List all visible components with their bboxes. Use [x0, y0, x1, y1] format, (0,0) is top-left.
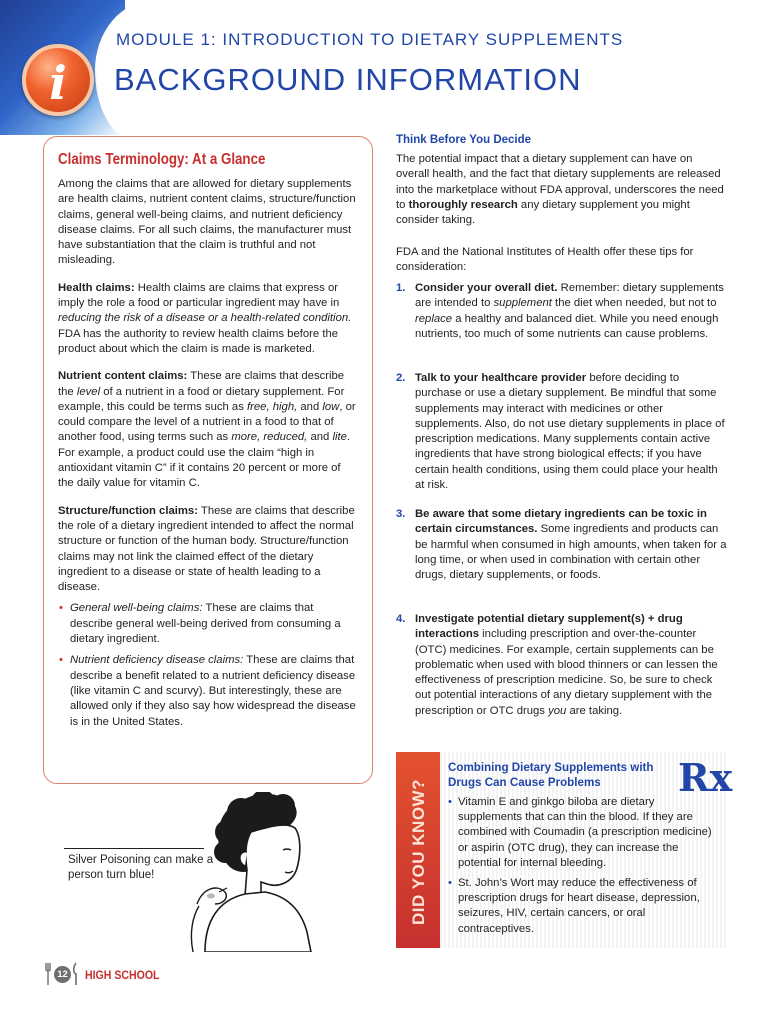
illustration-caption: Silver Poisoning can make a person turn blue! [68, 854, 214, 881]
did-you-know-heading: Combining Dietary Supplements with Drugs Can Cause Problems [448, 761, 654, 790]
caption-rule [64, 848, 204, 849]
list-item: • Vitamin E and ginkgo biloba are dietary supplements that can thin the blood. If they are combined with Coumadin (a prescription medicine) or aspirin (OTC drug), they can increase the potential for internal bleeding. [448, 795, 716, 871]
health-claims-paragraph: Health claims: Health claims are claims that express or imply the role a food or particular ingredient may have in reducing the risk of a disease or a health-related condition. FDA has the authority to review health claims before the product about which the claim is made is marketed. [58, 281, 352, 355]
claims-title: Claims Terminology: At a Glance [58, 151, 266, 168]
list-item: • Nutrient deficiency disease claims: These are claims that describe a benefit related to a nutrient deficiency disease (like vitamin C and scurvy). But interestingly, these are allowed only if they also say how widespread the disease is in the United States. [58, 653, 358, 729]
rx-icon: Rx [678, 755, 733, 800]
claims-intro: Among the claims that are allowed for dietary supplements are health claims, nutrient content claims, structure/function claims, general well-being claims, and nutrient deficiency disease claims. For all such claims, the manufacturer must have substantiation that the claim is truthful and not misleading. [58, 178, 356, 267]
tips-intro: FDA and the National Institutes of Health offer these tips for consideration: [396, 246, 694, 274]
nutrient-claims-paragraph: Nutrient content claims: These are claims that describe the level of a nutrient in a food or dietary supplement. For example, this could be terms such as free, high, and low, or could compare the level of a nutrient in a food to that of another food, using terms such as more, reduced, and lite. For example, a product could use the claim “high in antioxidant vitamin C” if it contains 20 percent or more of the daily value for vitamin C. [58, 370, 356, 490]
claims-terminology-box [43, 136, 373, 784]
page-number: 12 [54, 966, 71, 983]
list-item: • General well-being claims: These are claims that describe general well-being derived from consuming a dietary ingredient. [58, 601, 358, 647]
page-title: BACKGROUND INFORMATION [114, 62, 582, 97]
did-you-know-box [396, 752, 733, 948]
claims-bullet-list [58, 601, 358, 729]
section-heading: Think Before You Decide [396, 134, 532, 146]
module-title: MODULE 1: INTRODUCTION TO DIETARY SUPPLEMENTS [116, 30, 624, 49]
did-you-know-band: DID YOU KNOW? [396, 752, 440, 948]
intro-paragraph: The potential impact that a dietary supplement can have on overall health, and the fact that dietary supplements are released into the marketplace without FDA approval, underscores the need to thoroughly research any dietary supplement you might consider taking. [396, 153, 724, 227]
footer-label: HIGH SCHOOL [85, 968, 160, 982]
did-you-know-list [448, 795, 716, 942]
list-item: • St. John’s Wort may reduce the effectiveness of prescription drugs for heart disease, depression, seizures, HIV, certain cancers, or oral contraceptives. [448, 876, 716, 937]
info-icon: i [22, 44, 94, 116]
structure-claims-paragraph: Structure/function claims: These are claims that describe the role of a dietary ingredient intended to affect the normal structure or function of the human body. Structure/function claims may not link the claimed effect of the dietary ingredient to a disease or state of health leading to a disease. [58, 504, 355, 594]
